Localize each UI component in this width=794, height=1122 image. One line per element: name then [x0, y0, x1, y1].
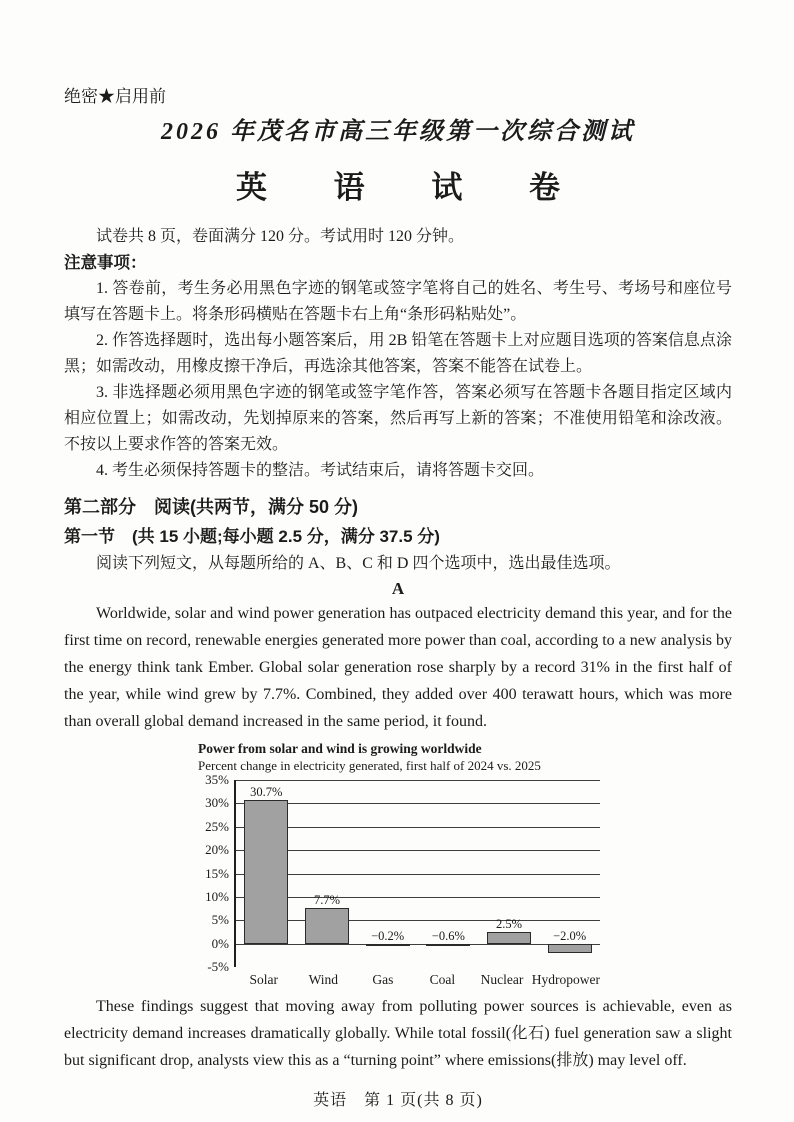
paper-title: 英 语 试 卷 [236, 170, 590, 205]
chart-x-tick-label: Hydropower [531, 972, 600, 987]
chart-x-axis [234, 972, 600, 988]
chart-title: Power from solar and wind is growing worldwide [198, 741, 482, 756]
chart-x-tick-label: Nuclear [480, 972, 524, 987]
chart-bar-gas [366, 944, 410, 946]
exam-title: 2026 年茂名市高三年级第一次综合测试 [161, 119, 635, 145]
chart-bar-value-label: 7.7% [313, 892, 340, 907]
paper-info: 试卷共 8 页，卷面满分 120 分。考试用时 120 分钟。 [96, 228, 465, 245]
page-footer: 英语 第 1 页(共 8 页) [313, 1092, 483, 1109]
chart-y-tick-label: 15% [205, 865, 229, 881]
chart-x-tick-label: Coal [429, 972, 456, 987]
chart-y-tick-label: 30% [205, 795, 229, 811]
passage-label: A [391, 579, 405, 598]
chart-bar-nuclear [487, 932, 531, 944]
chart-y-tick-label: 0% [211, 935, 229, 951]
chart-plot-area [234, 780, 600, 967]
chart-y-tick-label: -5% [207, 959, 229, 974]
chart-bar-value-label: 2.5% [495, 916, 522, 931]
chart-y-tick-label: 35% [205, 772, 229, 787]
chart-gridline [236, 780, 600, 781]
chart-bar-value-label: −0.2% [371, 928, 405, 943]
note-item-4: 4. 考生必须保持答题卡的整洁。考试结束后，请将答题卡交回。 [96, 462, 545, 479]
chart-gridline [236, 803, 600, 804]
bar-chart [198, 741, 600, 988]
subsection-heading: 第一节 (共 15 小题;每小题 2.5 分，满分 37.5 分) [64, 527, 440, 546]
chart-x-tick-label: Solar [249, 972, 279, 987]
note-item-1: 1. 答卷前，考生务必用黑色字迹的钢笔或签字笔将自己的姓名、考生号、考场号和座位号填写在答题卡上。将条形码横贴在答题卡右上角“条形码粘贴处”。 [64, 280, 732, 323]
chart-gridline [236, 850, 600, 851]
chart-gridline [236, 827, 600, 828]
chart-bar-value-label: −2.0% [553, 928, 587, 943]
chart-gridline [236, 944, 600, 945]
chart-bar-value-label: 30.7% [250, 785, 283, 800]
chart-gridline [236, 897, 600, 898]
chart-y-tick-label: 25% [205, 818, 229, 834]
chart-bar-wind [305, 908, 349, 944]
classification-label: 绝密★启用前 [64, 87, 166, 106]
chart-bar-hydropower [548, 944, 592, 953]
chart-subtitle: Percent change in electricity generated, first half of 2024 vs. 2025 [198, 758, 541, 773]
notes-heading: 注意事项： [64, 254, 147, 272]
chart-y-tick-label: 5% [211, 912, 229, 928]
chart-y-tick-label: 10% [205, 888, 229, 904]
note-item-2: 2. 作答选择题时，选出每小题答案后，用 2B 铅笔在答题卡上对应题目选项的答案信息点涂黑；如需改动，用橡皮擦干净后，再选涂其他答案，答案不能答在试卷上。 [64, 332, 732, 375]
chart-bar-coal [426, 944, 470, 947]
chart-y-axis [198, 772, 234, 974]
note-item-3: 3. 非选择题必须用黑色字迹的钢笔或签字笔作答，答案必须写在答题卡各题目指定区域内相应位置上；如需改动，先划掉原来的答案，然后再写上新的答案；不准使用铅笔和涂改液。不按以上要求作答的答案无效。 [64, 384, 732, 453]
chart-bar-value-label: −0.6% [431, 928, 465, 943]
part-heading: 第二部分 阅读(共两节，满分 50 分) [64, 497, 359, 517]
chart-x-tick-label: Wind [308, 972, 339, 987]
chart-gridline [236, 920, 600, 921]
passage-paragraph-1: Worldwide, solar and wind power generation has outpaced electricity demand this year, and for the first time on record, renewable energies generated more power than coal, according to a new analysis by the energy think tank Ember. Global solar generation rose sharply by a record 31% in the first half of the year, while wind grew by 7.7%. Combined, they added over 400 terawatt hours, which was more than overall global demand increased in the same period, it found. [64, 605, 732, 730]
section-instruction: 阅读下列短文，从每题所给的 A、B、C 和 D 四个选项中，选出最佳选项。 [96, 555, 621, 572]
chart-bar-solar [244, 800, 288, 944]
chart-x-tick-label: Gas [372, 972, 394, 987]
passage-paragraph-2: These findings suggest that moving away from polluting power sources is achievable, even as electricity demand increases dramatically globally. While total fossil(化石) fuel generation saw a slight but significant drop, analysts view this as a “turning point” where emissions(排放) may level off. [64, 998, 732, 1069]
chart-gridline [236, 874, 600, 875]
chart-y-tick-label: 20% [205, 842, 229, 858]
